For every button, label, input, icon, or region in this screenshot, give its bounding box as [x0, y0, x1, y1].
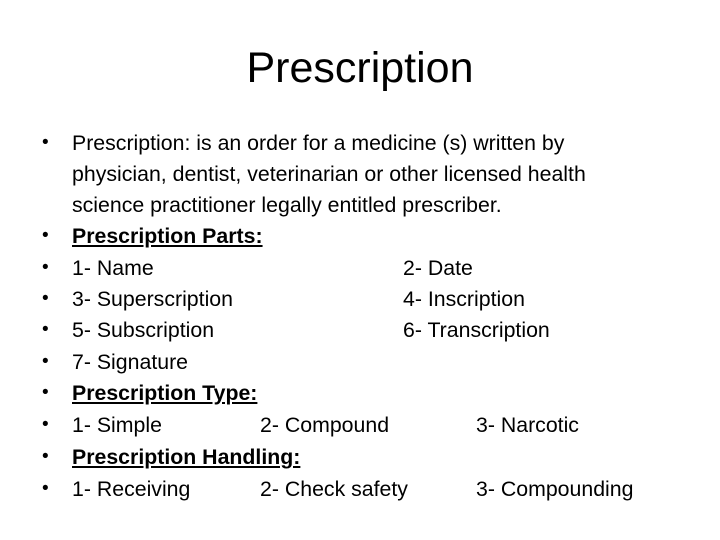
bullet-marker: • [42, 351, 49, 372]
type-simple: 1- Simple [72, 413, 162, 437]
bullet-marker: • [42, 319, 49, 340]
part-subscription: 5- Subscription [72, 318, 215, 342]
bullet-marker: • [42, 225, 49, 246]
type-compound: 2- Compound [260, 413, 390, 437]
bullet-marker: • [42, 257, 49, 278]
handling-check-safety: 2- Check safety [260, 477, 408, 501]
bullet-marker: • [42, 478, 49, 499]
bullet-marker: • [42, 446, 49, 467]
bullet-marker: • [42, 132, 49, 153]
part-inscription: 4- Inscription [403, 287, 525, 311]
bullet-marker: • [42, 382, 49, 403]
definition-line-3: science practitioner legally entitled prescriber. [72, 193, 502, 217]
part-name: 1- Name [72, 256, 154, 280]
definition-line-1: Prescription: is an order for a medicine (s) written by [72, 131, 565, 155]
part-date: 2- Date [403, 256, 473, 280]
slide-title: Prescription [246, 44, 474, 92]
handling-heading: Prescription Handling: [72, 445, 301, 469]
parts-heading: Prescription Parts: [72, 224, 263, 248]
part-signature: 7- Signature [72, 350, 189, 374]
definition-line-2: physician, dentist, veterinarian or other licensed health [72, 162, 586, 186]
part-superscription: 3- Superscription [72, 287, 233, 311]
handling-compounding: 3- Compounding [476, 477, 634, 501]
part-transcription: 6- Transcription [403, 318, 550, 342]
type-heading: Prescription Type: [72, 381, 258, 405]
handling-receiving: 1- Receiving [72, 477, 191, 501]
bullet-marker: • [42, 288, 49, 309]
bullet-marker: • [42, 414, 49, 435]
type-narcotic: 3- Narcotic [476, 413, 579, 437]
